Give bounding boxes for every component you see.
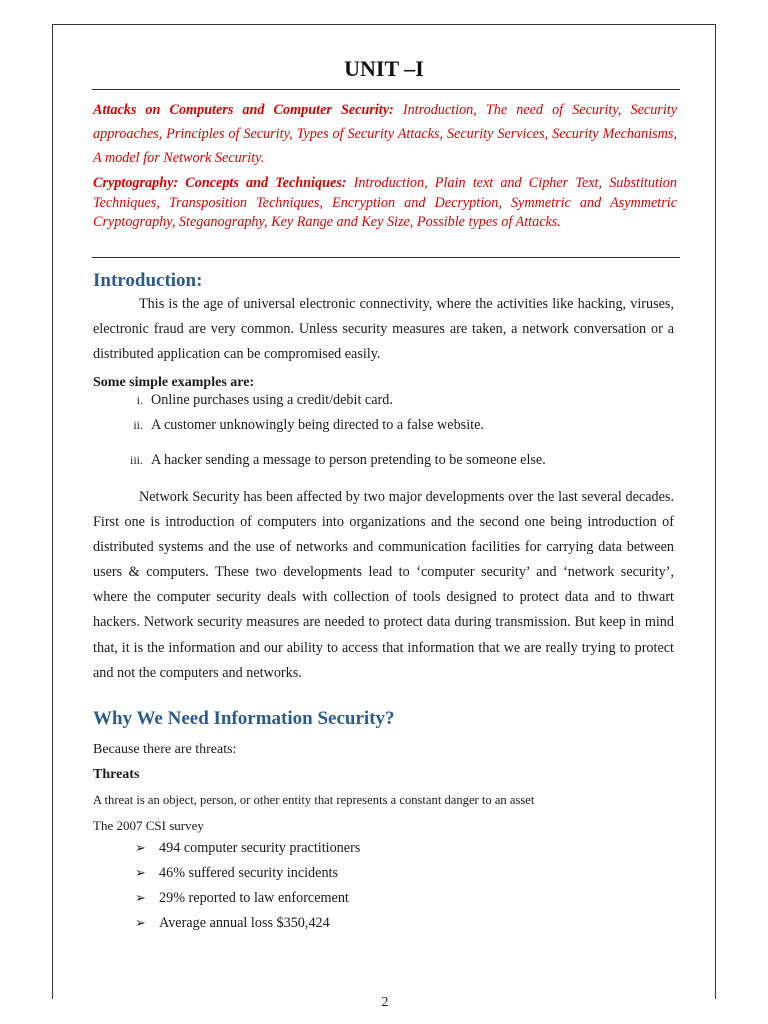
example-text: A customer unknowingly being directed to a false website. bbox=[151, 417, 484, 433]
survey-bullet bbox=[135, 840, 360, 857]
page-border-top bbox=[52, 24, 716, 25]
syllabus-cryptography bbox=[93, 174, 677, 233]
threats-heading: Threats bbox=[93, 767, 140, 782]
unit-title: UNIT –I bbox=[344, 56, 424, 81]
syllabus-crypto-body: Introduction, Plain text and Cipher Text, Substitution Techniques, Transposition Techniques, Encryption and Decryption, Symmetric and Asymmetric Cryptography, Steganography, Key Range and Key Size, Possible types of Attacks. bbox=[93, 175, 677, 230]
survey-bullet bbox=[135, 865, 338, 882]
network-security-text: Network Security has been affected by two major developments over the last several decades. First one is introduction of computers into organizations and the second one being introduction of distributed systems and the use of networks and communication facilities for carrying data between users & computers. These two developments lead to ‘computer security’ and ‘network security’, where the computer security deals with collection of tools designed to protect data and to thwart hackers. Network security measures are needed to protect data during transmission. But keep in mind that, it is the information and our ability to access that information that we are really trying to protect and not the computers and networks. bbox=[93, 489, 674, 681]
example-number: ii. bbox=[133, 418, 143, 432]
threat-definition: A threat is an object, person, or other entity that represents a constant danger to an asset bbox=[93, 793, 535, 807]
arrow-bullet-icon: ➢ bbox=[135, 840, 146, 855]
example-text: Online purchases using a credit/debit card. bbox=[151, 392, 393, 408]
syllabus-attacks-head: Attacks on Computers and Computer Security: bbox=[93, 102, 394, 118]
arrow-bullet-icon: ➢ bbox=[135, 915, 146, 930]
page-number: 2 bbox=[381, 995, 389, 1010]
syllabus-attacks-body: Introduction, The need of Security, Security approaches, Principles of Security, Types of Security Attacks, Security Services, Security Mechanisms, A model for Network Security. bbox=[93, 102, 677, 166]
introduction-heading: Introduction: bbox=[93, 270, 203, 291]
arrow-bullet-icon: ➢ bbox=[135, 890, 146, 905]
syllabus-divider bbox=[92, 257, 680, 258]
threats-intro: Because there are threats: bbox=[93, 742, 237, 757]
example-item bbox=[93, 417, 484, 434]
page-border-left bbox=[52, 24, 53, 999]
bullet-text: 494 computer security practitioners bbox=[159, 840, 361, 856]
syllabus-crypto-head: Cryptography: Concepts and Techniques: bbox=[93, 175, 347, 191]
survey-bullet bbox=[135, 890, 349, 907]
example-number: i. bbox=[136, 393, 143, 407]
introduction-text: This is the age of universal electronic connectivity, where the activities like hacking, viruses, electronic fraud are very common. Unless security measures are taken, a network conversation or a distributed application can be compromised easily. bbox=[93, 296, 674, 362]
examples-heading: Some simple examples are: bbox=[93, 375, 255, 390]
network-security-paragraph bbox=[93, 485, 674, 686]
bullet-text: 29% reported to law enforcement bbox=[159, 890, 349, 906]
bullet-text: Average annual loss $350,424 bbox=[159, 915, 330, 931]
arrow-bullet-icon: ➢ bbox=[135, 865, 146, 880]
bullet-text: 46% suffered security incidents bbox=[159, 865, 338, 881]
example-text: A hacker sending a message to person pretending to be someone else. bbox=[151, 452, 546, 468]
example-number: iii. bbox=[129, 453, 143, 467]
title-divider bbox=[92, 89, 680, 90]
example-item bbox=[93, 392, 393, 409]
syllabus-attacks bbox=[93, 98, 677, 170]
survey-bullet bbox=[135, 915, 330, 932]
why-security-heading: Why We Need Information Security? bbox=[93, 708, 395, 729]
introduction-paragraph bbox=[93, 292, 674, 367]
page-border-right bbox=[715, 24, 716, 999]
csi-survey-label: The 2007 CSI survey bbox=[93, 818, 204, 833]
example-item bbox=[93, 452, 546, 469]
